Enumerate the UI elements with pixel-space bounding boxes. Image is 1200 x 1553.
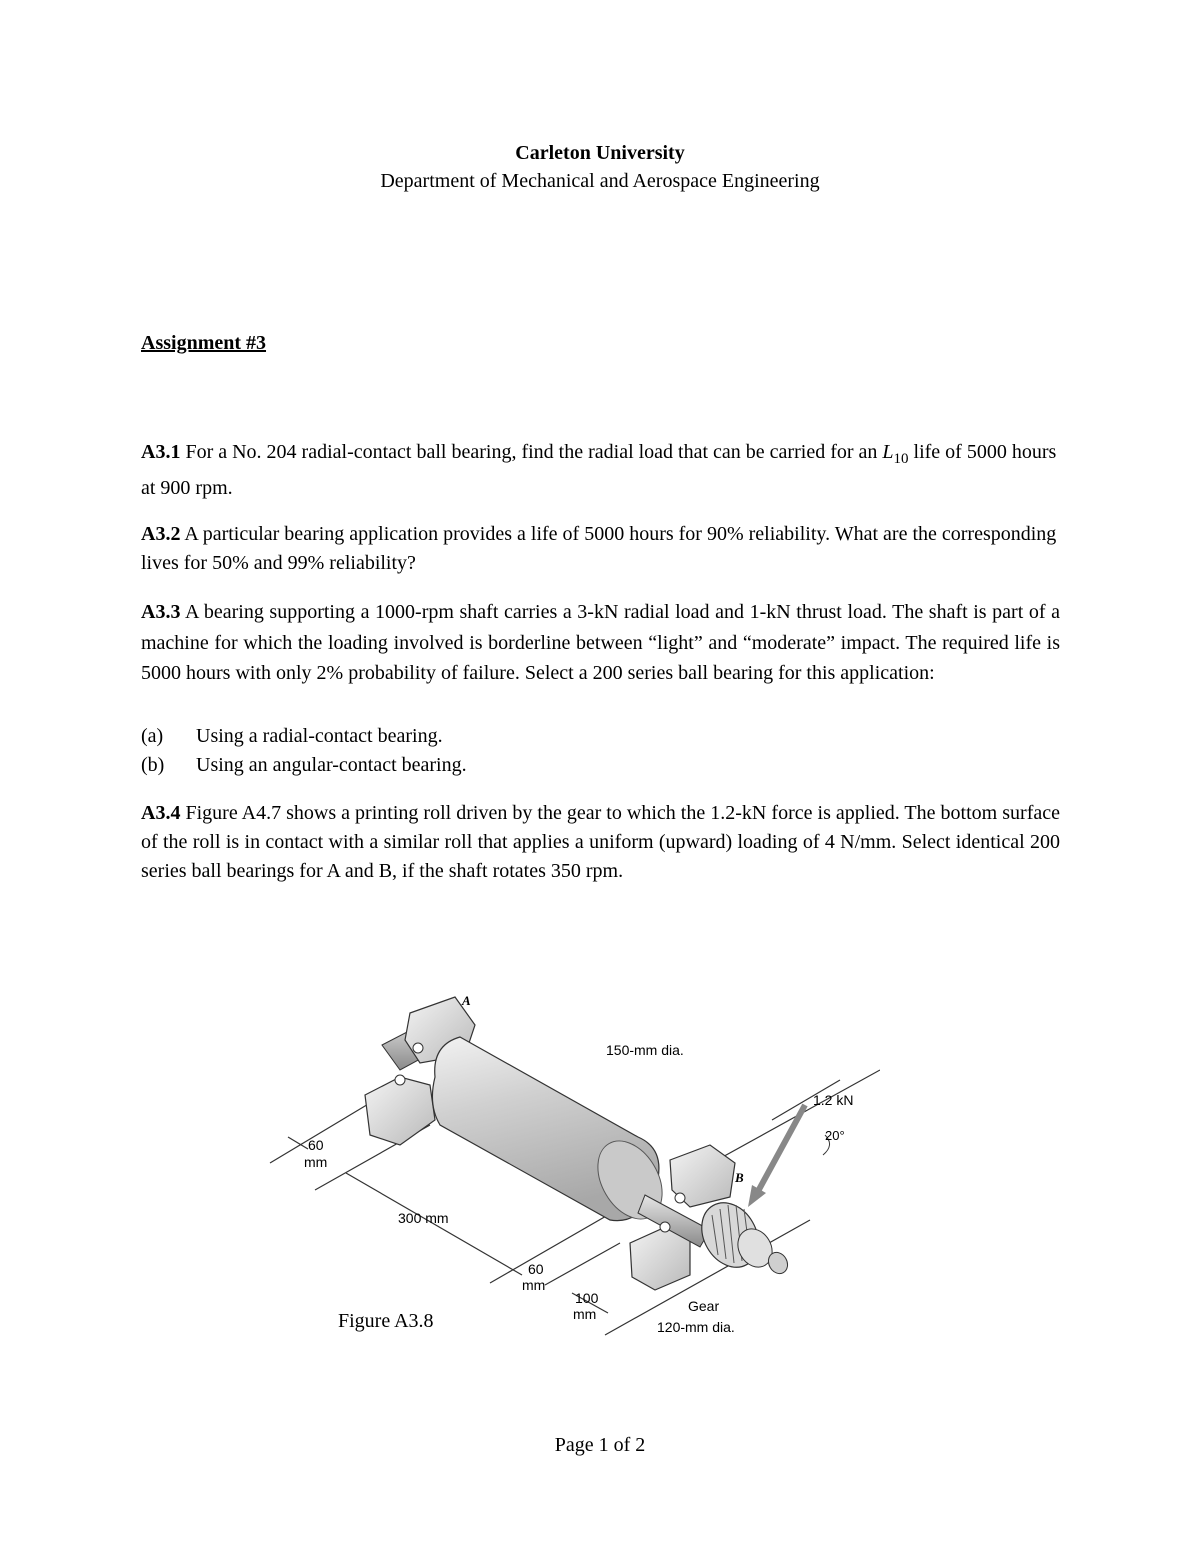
label-angle: 20° (825, 1128, 845, 1143)
item-label: (a) (141, 725, 164, 747)
label-dist-100: 100 (575, 1290, 599, 1306)
label-a: A (462, 993, 471, 1008)
item-label: (b) (141, 754, 165, 776)
label-left-60-unit: mm (304, 1154, 328, 1170)
label-gear: Gear (688, 1298, 720, 1314)
problem-text-cont: life of 5000 hours at 900 rpm. (141, 441, 1057, 499)
force-arrow (756, 1105, 805, 1195)
force-arrowhead (748, 1185, 766, 1207)
label-roll-dia: 150-mm dia. (606, 1042, 684, 1058)
problem-a3-3-item-a (141, 722, 443, 751)
problem-a3-3 (141, 597, 1060, 689)
problem-text: A bearing supporting a 1000-rpm shaft carries a 3-kN radial load and 1-kN thrust load. The shaft is part of a machine for which the loading involved is borderline between “light” and “moderate” impact. The required life is 5000 hours with only 2% probability of failure. Select a 200 series ball bearing for this application: (141, 601, 1060, 684)
problem-label: A3.2 (141, 523, 181, 545)
figure-caption: Figure A3.8 (338, 1310, 434, 1332)
problem-text: For a No. 204 radial-contact ball bearing, find the radial load that can be carried for an (180, 441, 883, 463)
problem-a3-1 (141, 438, 1060, 503)
label-force: 1.2 kN (813, 1092, 854, 1108)
page-number: Page 1 of 2 (554, 1434, 646, 1456)
label-dist-100-unit: mm (573, 1306, 597, 1322)
bearing-a-ball-icon (413, 1043, 423, 1053)
problem-text: A particular bearing application provides a life of 5000 hours for 90% reliability. What are the corresponding lives for 50% and 99% reliability? (141, 523, 1057, 574)
problem-label: A3.1 (141, 441, 181, 463)
assignment-title: Assignment #3 (141, 332, 267, 354)
label-gear-dia: 120-mm dia. (657, 1319, 735, 1335)
problem-text: Figure A4.7 shows a printing roll driven by the gear to which the 1.2-kN force is applied. The bottom surface of the roll is in contact with a similar roll that applies a uniform (upward) loading of 4 N/mm. Select identical 200 series ball bearings for A and B, if the shaft rotates 350 rpm. (141, 802, 1060, 882)
label-left-60: 60 (308, 1137, 324, 1153)
bearing-b-ball-icon (675, 1193, 685, 1203)
problem-a3-4 (141, 799, 1060, 886)
bearing-a-ball-icon (395, 1075, 405, 1085)
label-b: B (735, 1170, 744, 1185)
item-text: Using an angular-contact bearing. (196, 754, 467, 776)
label-span: 300 mm (398, 1210, 449, 1226)
label-mid-60-unit: mm (522, 1277, 546, 1293)
bearing-b-ball-icon (660, 1222, 670, 1232)
label-mid-60: 60 (528, 1261, 544, 1277)
l10-symbol: L (882, 441, 894, 463)
l10-subscript: 10 (893, 451, 909, 467)
printing-roll-figure (260, 985, 880, 1355)
department-name: Department of Mechanical and Aerospace Engineering (380, 170, 820, 192)
problem-label: A3.3 (141, 601, 181, 623)
bearing-block-a-lower (365, 1077, 435, 1145)
university-name: Carleton University (515, 142, 685, 164)
problem-label: A3.4 (141, 802, 181, 824)
item-text: Using a radial-contact bearing. (196, 725, 443, 747)
problem-a3-3-item-b (141, 751, 467, 780)
problem-a3-2 (141, 520, 1060, 578)
